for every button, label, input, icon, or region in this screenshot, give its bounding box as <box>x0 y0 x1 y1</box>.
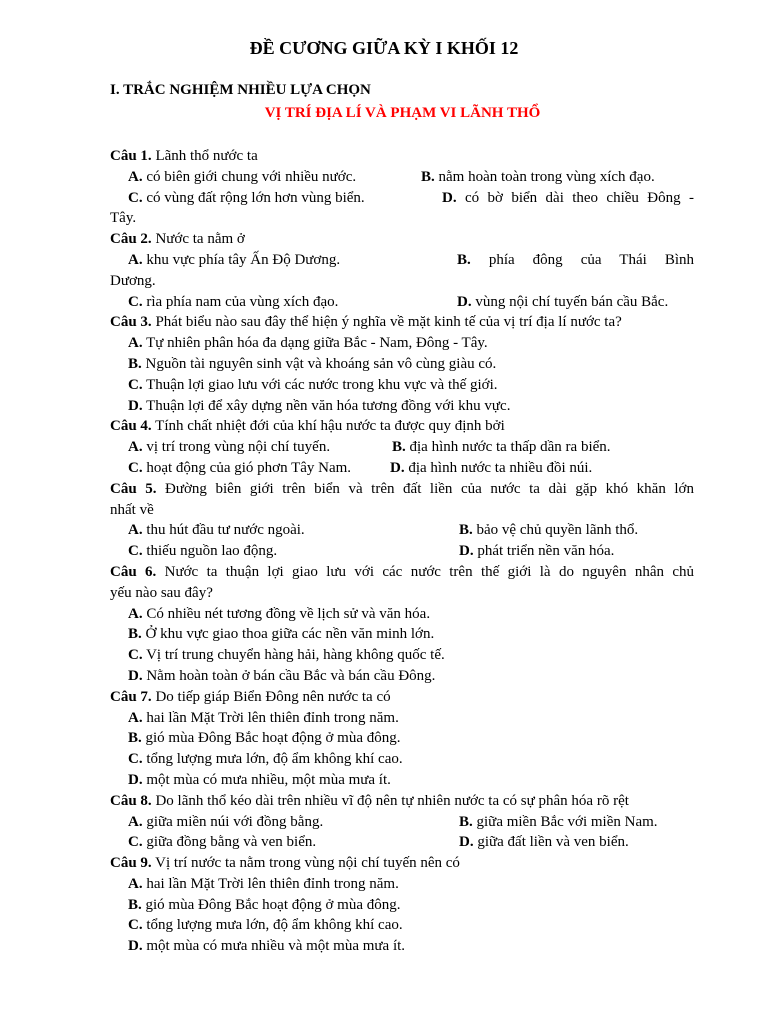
option-d: giữa đất liền và ven biển. <box>477 834 629 851</box>
option-c: C. tổng lượng mưa lớn, độ ẩm không khí cao. <box>128 917 403 934</box>
option-continuation: Dương. <box>110 272 156 289</box>
option-row: A. vị trí trong vùng nội chí tuyến. B. địa hình nước ta thấp dần ra biển. <box>128 439 611 456</box>
option-a: A. hai lần Mặt Trời lên thiên đỉnh trong năm. <box>128 875 399 892</box>
document-title: ĐỀ CƯƠNG GIỮA KỲ I KHỐI 12 <box>249 38 519 58</box>
option-c: C. Thuận lợi giao lưu với các nước trong khu vực và thế giới. <box>128 376 498 393</box>
option-a: A. hai lần Mặt Trời lên thiên đỉnh trong năm. <box>128 709 399 726</box>
question-stem: Câu 5. Đường biên giới trên biển và trên đất liền của nước ta dài gặp khó khăn lớn <box>110 480 694 497</box>
option-b: bảo vệ chủ quyền lãnh thổ. <box>476 522 639 539</box>
option-b: nằm hoàn toàn trong vùng xích đạo. <box>438 168 655 185</box>
option-b: B. gió mùa Đông Bắc hoạt động ở mùa đông. <box>128 730 401 747</box>
option-d: địa hình nước ta nhiều đồi núi. <box>408 459 593 476</box>
option-row: C. có vùng đất rộng lớn hơn vùng biển. D. có bờ biển dài theo chiều Đông - <box>128 189 694 206</box>
option-b: giữa miền Bắc với miền Nam. <box>476 813 658 830</box>
option-d: D. Thuận lợi để xây dựng nền văn hóa tương đồng với khu vực. <box>128 397 511 414</box>
option-d: có bờ biển dài theo chiều Đông - <box>464 189 694 206</box>
question-stem: Câu 7. Do tiếp giáp Biển Đông nên nước ta có <box>110 688 391 705</box>
option-row: C. rìa phía nam của vùng xích đạo. D. vùng nội chí tuyến bán cầu Bắc. <box>128 293 669 310</box>
option-d: vùng nội chí tuyến bán cầu Bắc. <box>475 293 669 310</box>
question-stem-continuation: yếu nào sau đây? <box>110 584 213 601</box>
option-continuation: Tây. <box>110 210 137 227</box>
option-row: A. giữa miền núi với đồng bằng. B. giữa miền Bắc với miền Nam. <box>128 813 658 830</box>
question-stem: Câu 2. Nước ta nằm ở <box>110 231 245 248</box>
option-c: giữa đồng bằng và ven biển. <box>146 834 317 851</box>
option-b: B. gió mùa Đông Bắc hoạt động ở mùa đông. <box>128 896 401 913</box>
topic-heading: VỊ TRÍ ĐỊA LÍ VÀ PHẠM VI LÃNH THỔ <box>264 105 541 121</box>
question-stem: Câu 3. Phát biểu nào sau đây thể hiện ý nghĩa về mặt kinh tế của vị trí địa lí nước ta? <box>110 314 622 331</box>
question-stem: Câu 1. Lãnh thổ nước ta <box>110 148 258 164</box>
option-row: A. khu vực phía tây Ấn Độ Dương. B. phía đông của Thái Bình <box>128 251 695 268</box>
question-stem: Câu 8. Do lãnh thổ kéo dài trên nhiều vĩ độ nên tự nhiên nước ta có sự phân hóa rõ rệt <box>110 792 629 809</box>
question-stem: Câu 6. Nước ta thuận lợi giao lưu với các nước trên thế giới là do nguyên nhân chủ <box>110 563 694 580</box>
option-row: C. giữa đồng bằng và ven biển. D. giữa đất liền và ven biển. <box>128 834 629 851</box>
option-row: A. thu hút đầu tư nước ngoài. B. bảo vệ chủ quyền lãnh thổ. <box>128 522 639 539</box>
question-stem: Câu 4. Tính chất nhiệt đới của khí hậu nước ta được quy định bởi <box>110 418 505 435</box>
option-row: C. thiếu nguồn lao động. D. phát triển nền văn hóa. <box>128 543 615 560</box>
option-c: C. tổng lượng mưa lớn, độ ẩm không khí cao. <box>128 751 403 768</box>
option-c: có vùng đất rộng lớn hơn vùng biển. <box>146 189 365 206</box>
option-a: vị trí trong vùng nội chí tuyến. <box>146 439 331 456</box>
option-c: rìa phía nam của vùng xích đạo. <box>146 293 339 310</box>
question-list <box>110 146 694 957</box>
option-d: D. Nằm hoàn toàn ở bán cầu Bắc và bán cầu Đông. <box>128 667 436 684</box>
option-c: C. Vị trí trung chuyển hàng hải, hàng không quốc tế. <box>128 647 445 664</box>
option-a: khu vực phía tây Ấn Độ Dương. <box>146 251 341 268</box>
option-a: thu hút đầu tư nước ngoài. <box>146 522 305 539</box>
option-c: hoạt động của gió phơn Tây Nam. <box>146 459 352 476</box>
option-d: D. một mùa có mưa nhiều, một mùa mưa ít. <box>128 771 391 788</box>
option-row: A. có biên giới chung với nhiều nước. B. nằm hoàn toàn trong vùng xích đạo. <box>128 168 655 185</box>
option-b: B. Nguồn tài nguyên sinh vật và khoáng sản vô cùng giàu có. <box>128 355 497 372</box>
option-a: A. Có nhiều nét tương đồng về lịch sử và văn hóa. <box>128 605 431 622</box>
option-row: C. hoạt động của gió phơn Tây Nam. D. địa hình nước ta nhiều đồi núi. <box>128 459 593 476</box>
option-d: D. một mùa có mưa nhiều và một mùa mưa ít. <box>128 938 406 955</box>
option-c: thiếu nguồn lao động. <box>146 543 278 560</box>
option-d: phát triển nền văn hóa. <box>477 543 615 560</box>
section-heading: I. TRẮC NGHIỆM NHIỀU LỰA CHỌN <box>110 82 371 98</box>
question-stem-continuation: nhất về <box>110 501 154 518</box>
option-a: giữa miền núi với đồng bằng. <box>146 813 324 830</box>
option-b: địa hình nước ta thấp dần ra biển. <box>409 439 611 456</box>
option-a: có biên giới chung với nhiều nước. <box>146 168 357 185</box>
option-a: A. Tự nhiên phân hóa đa dạng giữa Bắc - Nam, Đông - Tây. <box>128 335 488 352</box>
option-b: phía đông của Thái Bình <box>488 251 695 268</box>
option-b: B. Ở khu vực giao thoa giữa các nền văn minh lớn. <box>128 626 435 643</box>
question-stem: Câu 9. Vị trí nước ta nằm trong vùng nội chí tuyến nên có <box>110 855 460 872</box>
